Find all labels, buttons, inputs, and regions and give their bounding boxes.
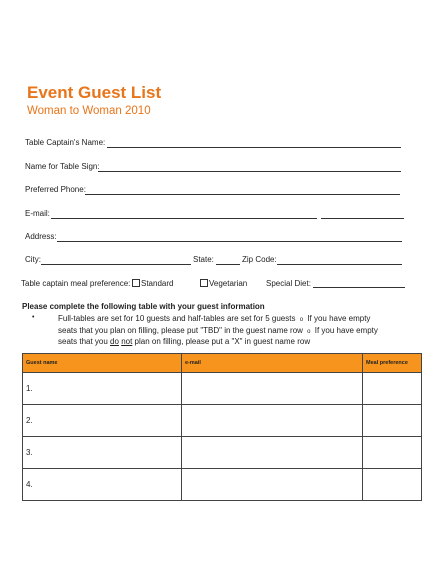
table-row [23,469,422,501]
standard-option[interactable] [132,279,173,288]
guest-table [22,353,422,501]
instructions-heading: Please complete the following table with your guest information [22,302,265,311]
email-cell[interactable] [182,469,363,501]
bullet-icon: • [32,314,35,321]
captain-name-field[interactable] [107,147,401,148]
email-cell[interactable] [182,373,363,405]
email-cell[interactable] [182,437,363,469]
meal-preference-cell[interactable] [363,373,422,405]
instructions-line-1: Full-tables are set for 10 guests and half-tables are set for 5 guests o If you have empty [58,314,371,323]
special-diet-field[interactable] [313,287,405,288]
email-field[interactable] [51,218,317,219]
state-field[interactable] [216,264,240,265]
table-sign-label: Name for Table Sign: [25,162,100,171]
standard-checkbox[interactable] [132,279,140,287]
instructions-line-2: seats that you plan on filling, please put "TBD" in the guest name row o If you have empty [58,325,378,335]
guest-name-cell[interactable]: 1. [23,373,182,405]
circle-bullet-icon: o [307,328,311,335]
address-field[interactable] [57,241,402,242]
email-header: e-mail [182,354,363,373]
captain-name-label: Table Captain's Name: [25,138,106,147]
phone-label: Preferred Phone: [25,185,86,194]
email-field-extra[interactable] [321,218,404,219]
guest-name-cell[interactable]: 2. [23,405,182,437]
page-title: Event Guest List [27,83,162,102]
meal-preference-label: Table captain meal preference: [21,279,131,288]
circle-bullet-icon: o [299,317,304,323]
vegetarian-checkbox[interactable] [200,279,208,287]
meal-preference-cell[interactable] [363,437,422,469]
instructions-text [58,314,378,348]
phone-field[interactable] [85,194,400,195]
state-label: State: [193,255,214,264]
instructions-line-3: seats that you do not plan on filling, please put a "X" in guest name row [58,337,311,346]
table-sign-field[interactable] [98,171,401,172]
email-cell[interactable] [182,405,363,437]
city-label: City: [25,255,41,264]
meal-preference-cell[interactable] [363,469,422,501]
page-subtitle: Woman to Woman 2010 [27,105,151,117]
special-diet-label: Special Diet: [266,279,311,288]
standard-label: Standard [141,279,174,288]
vegetarian-label: Vegetarian [209,279,248,288]
guest-name-header: Guest name [23,354,182,373]
table-row [23,405,422,437]
email-label: E-mail: [25,209,50,218]
address-label: Address: [25,232,57,241]
table-row [23,373,422,405]
table-row [23,437,422,469]
guest-name-cell[interactable]: 3. [23,437,182,469]
meal-preference-header: Meal preference [363,354,422,373]
city-field[interactable] [41,264,191,265]
guest-table-header-row [23,354,422,373]
guest-name-cell[interactable]: 4. [23,469,182,501]
zip-field[interactable] [277,264,402,265]
zip-label: Zip Code: [242,255,277,264]
meal-preference-cell[interactable] [363,405,422,437]
vegetarian-option[interactable] [200,279,247,288]
